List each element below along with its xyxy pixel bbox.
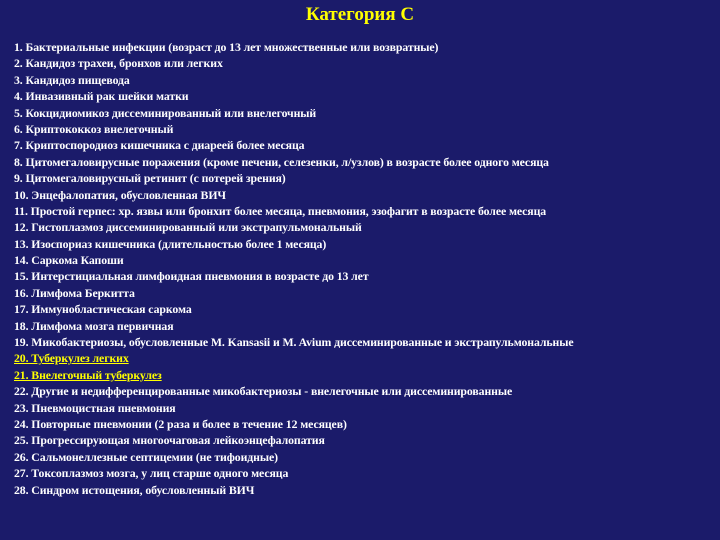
list-item: 25. Прогрессирующая многоочаговая лейкоэнцефалопатия: [14, 433, 325, 448]
list-item-highlighted: 21. Внелегочный туберкулез: [14, 367, 162, 382]
list-item: 26. Сальмонеллезные септицемии (не тифоидные): [14, 449, 278, 464]
list-item: 13. Изоспориаз кишечника (длительностью более 1 месяца): [14, 236, 327, 251]
list-item: 27. Токсоплазмоз мозга, у лиц старше одного месяца: [14, 466, 289, 481]
list-item: 12. Гистоплазмоз диссеминированный или экстрапульмональный: [14, 220, 362, 235]
list-item: 16. Лимфома Беркитта: [14, 285, 135, 300]
category-c-list: [14, 39, 714, 498]
list-item: 3. Кандидоз пищевода: [14, 72, 130, 87]
list-item: 1. Бактериальные инфекции (возраст до 13 лет множественные или возвратные): [14, 40, 439, 54]
list-item: 28. Синдром истощения, обусловленный ВИЧ: [14, 482, 255, 497]
list-item: 8. Цитомегаловирусные поражения (кроме печени, селезенки, л/узлов) в возрасте более одного месяца: [14, 154, 549, 169]
list-item: 9. Цитомегаловирусный ретинит (с потерей зрения): [14, 171, 286, 186]
list-item: 24. Повторные пневмонии (2 раза и более в течение 12 месяцев): [14, 416, 347, 431]
list-item: 2. Кандидоз трахеи, бронхов или легких: [14, 56, 223, 71]
list-item: 11. Простой герпес: хр. язвы или бронхит более месяца, пневмония, эзофагит в возрасте более месяца: [14, 203, 547, 218]
list-item: 15. Интерстициальная лимфоидная пневмония в возрасте до 13 лет: [14, 269, 369, 284]
list-item: 7. Криптоспородиоз кишечника с диареей более месяца: [14, 138, 305, 153]
list-item: 4. Инвазивный рак шейки матки: [14, 89, 189, 104]
list-item: 10. Энцефалопатия, обусловленная ВИЧ: [14, 187, 226, 202]
list-item: 17. Иммунобластическая саркома: [14, 302, 192, 317]
list-item: 23. Пневмоцистная пневмония: [14, 400, 176, 415]
list-item: 22. Другие и недифференцированные микобактериозы - внелегочные или диссеминированные: [14, 384, 513, 399]
list-item: 6. Криптококкоз внелегочный: [14, 121, 174, 136]
list-item: 14. Саркома Капоши: [14, 253, 124, 268]
list-item: 5. Кокцидиомикоз диссеминированный или внелегочный: [14, 105, 317, 120]
list-item: 19. Микобактериозы, обусловленные M. Kansasii и M. Avium диссеминированные и экстрапульмональные: [14, 335, 574, 350]
slide-title: Категория С: [305, 4, 415, 25]
list-item: 18. Лимфома мозга первичная: [14, 318, 174, 333]
list-item-highlighted: 20. Туберкулез легких: [14, 351, 129, 366]
